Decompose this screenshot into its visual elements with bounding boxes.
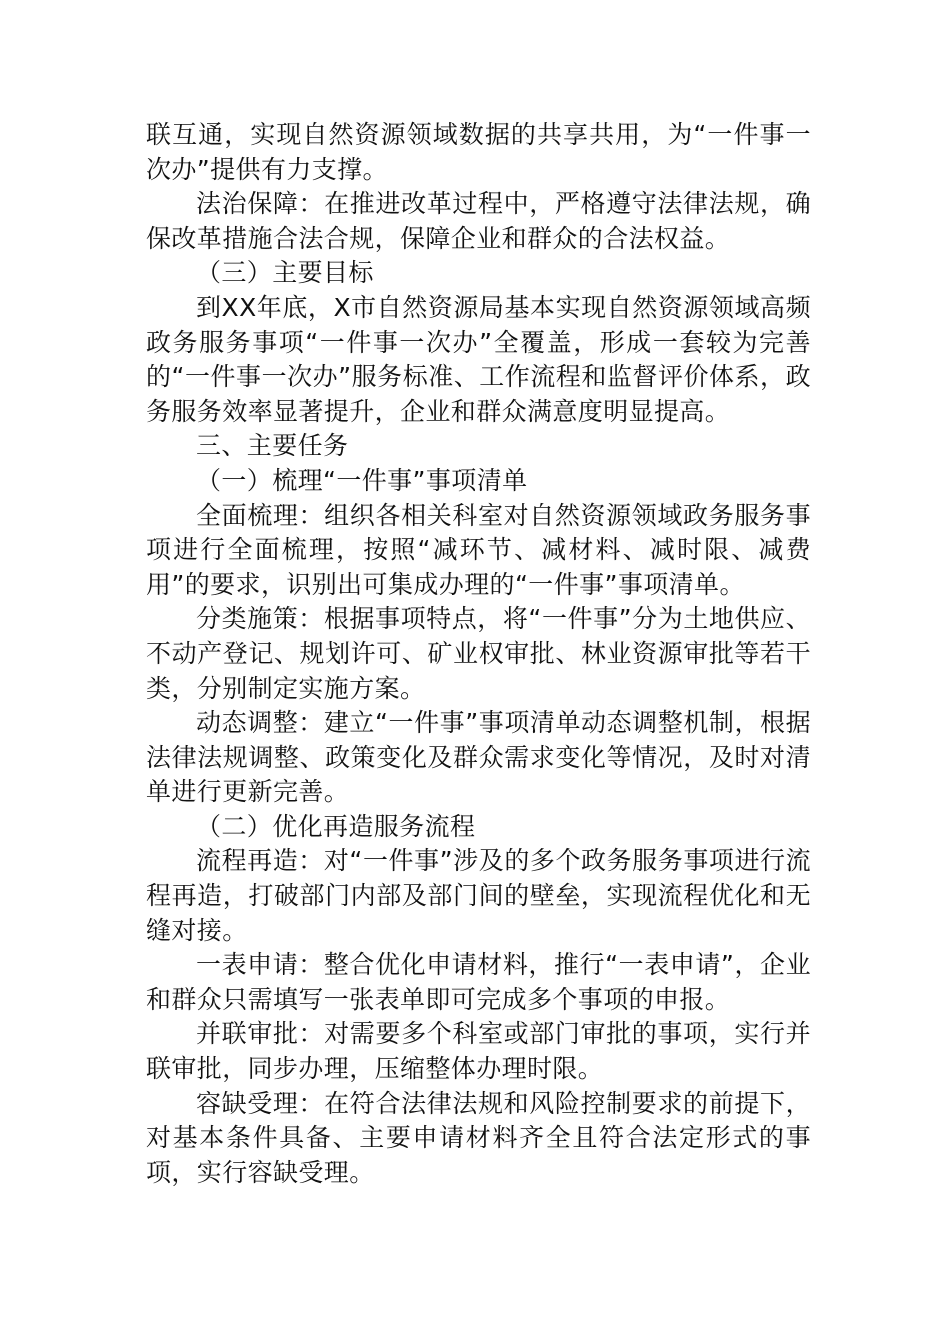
paragraph-continuation: 联互通，实现自然资源领域数据的共享共用，为“一件事一次办”提供有力支撑。 [146,120,811,184]
paragraph-tolerant-acceptance: 容缺受理：在符合法律法规和风险控制要求的前提下，对基本条件具备、主要申请材料齐全且符合法定形式的事项，实行容缺受理。 [146,1088,811,1187]
subsection-heading-task-list: （一）梳理“一件事”事项清单 [196,465,528,495]
paragraph-process-reengineering: 流程再造：对“一件事”涉及的多个政务服务事项进行流程再造，打破部门内部及部门间的壁垒，实现流程优化和无缝对接。 [146,846,811,945]
section-heading-main-tasks: 三、主要任务 [196,431,349,461]
paragraph-classified-measures: 分类施策：根据事项特点，将“一件事”分为土地供应、不动产登记、规划许可、矿业权审批、林业资源审批等若干类，分别制定实施方案。 [146,604,811,703]
section-heading-main-goals: （三）主要目标 [196,258,374,288]
paragraph-rule-of-law: 法治保障：在推进改革过程中，严格遵守法律法规，确保改革措施合法合规，保障企业和群众的合法权益。 [146,189,811,253]
paragraph-main-goals: 到XX年底，X市自然资源局基本实现自然资源领域高频政务服务事项“一件事一次办”全覆盖，形成一套较为完善的“一件事一次办”服务标准、工作流程和监督评价体系，政务服务效率显著提升，企业和群众满意度明显提高。 [146,292,811,426]
paragraph-single-form-application: 一表申请：整合优化申请材料，推行“一表申请”，企业和群众只需填写一张表单即可完成多个事项的申报。 [146,950,811,1014]
paragraph-parallel-approval: 并联审批：对需要多个科室或部门审批的事项，实行并联审批，同步办理，压缩整体办理时限。 [146,1019,811,1084]
paragraph-comprehensive-review: 全面梳理：组织各相关科室对自然资源领域政务服务事项进行全面梳理，按照“减环节、减材料、减时限、减费用”的要求，识别出可集成办理的“一件事”事项清单。 [146,500,811,599]
paragraph-dynamic-adjustment: 动态调整：建立“一件事”事项清单动态调整机制，根据法律法规调整、政策变化及群众需求变化等情况，及时对清单进行更新完善。 [146,708,811,807]
subsection-heading-process-optimization: （二）优化再造服务流程 [196,811,476,841]
document-body [146,118,811,1190]
